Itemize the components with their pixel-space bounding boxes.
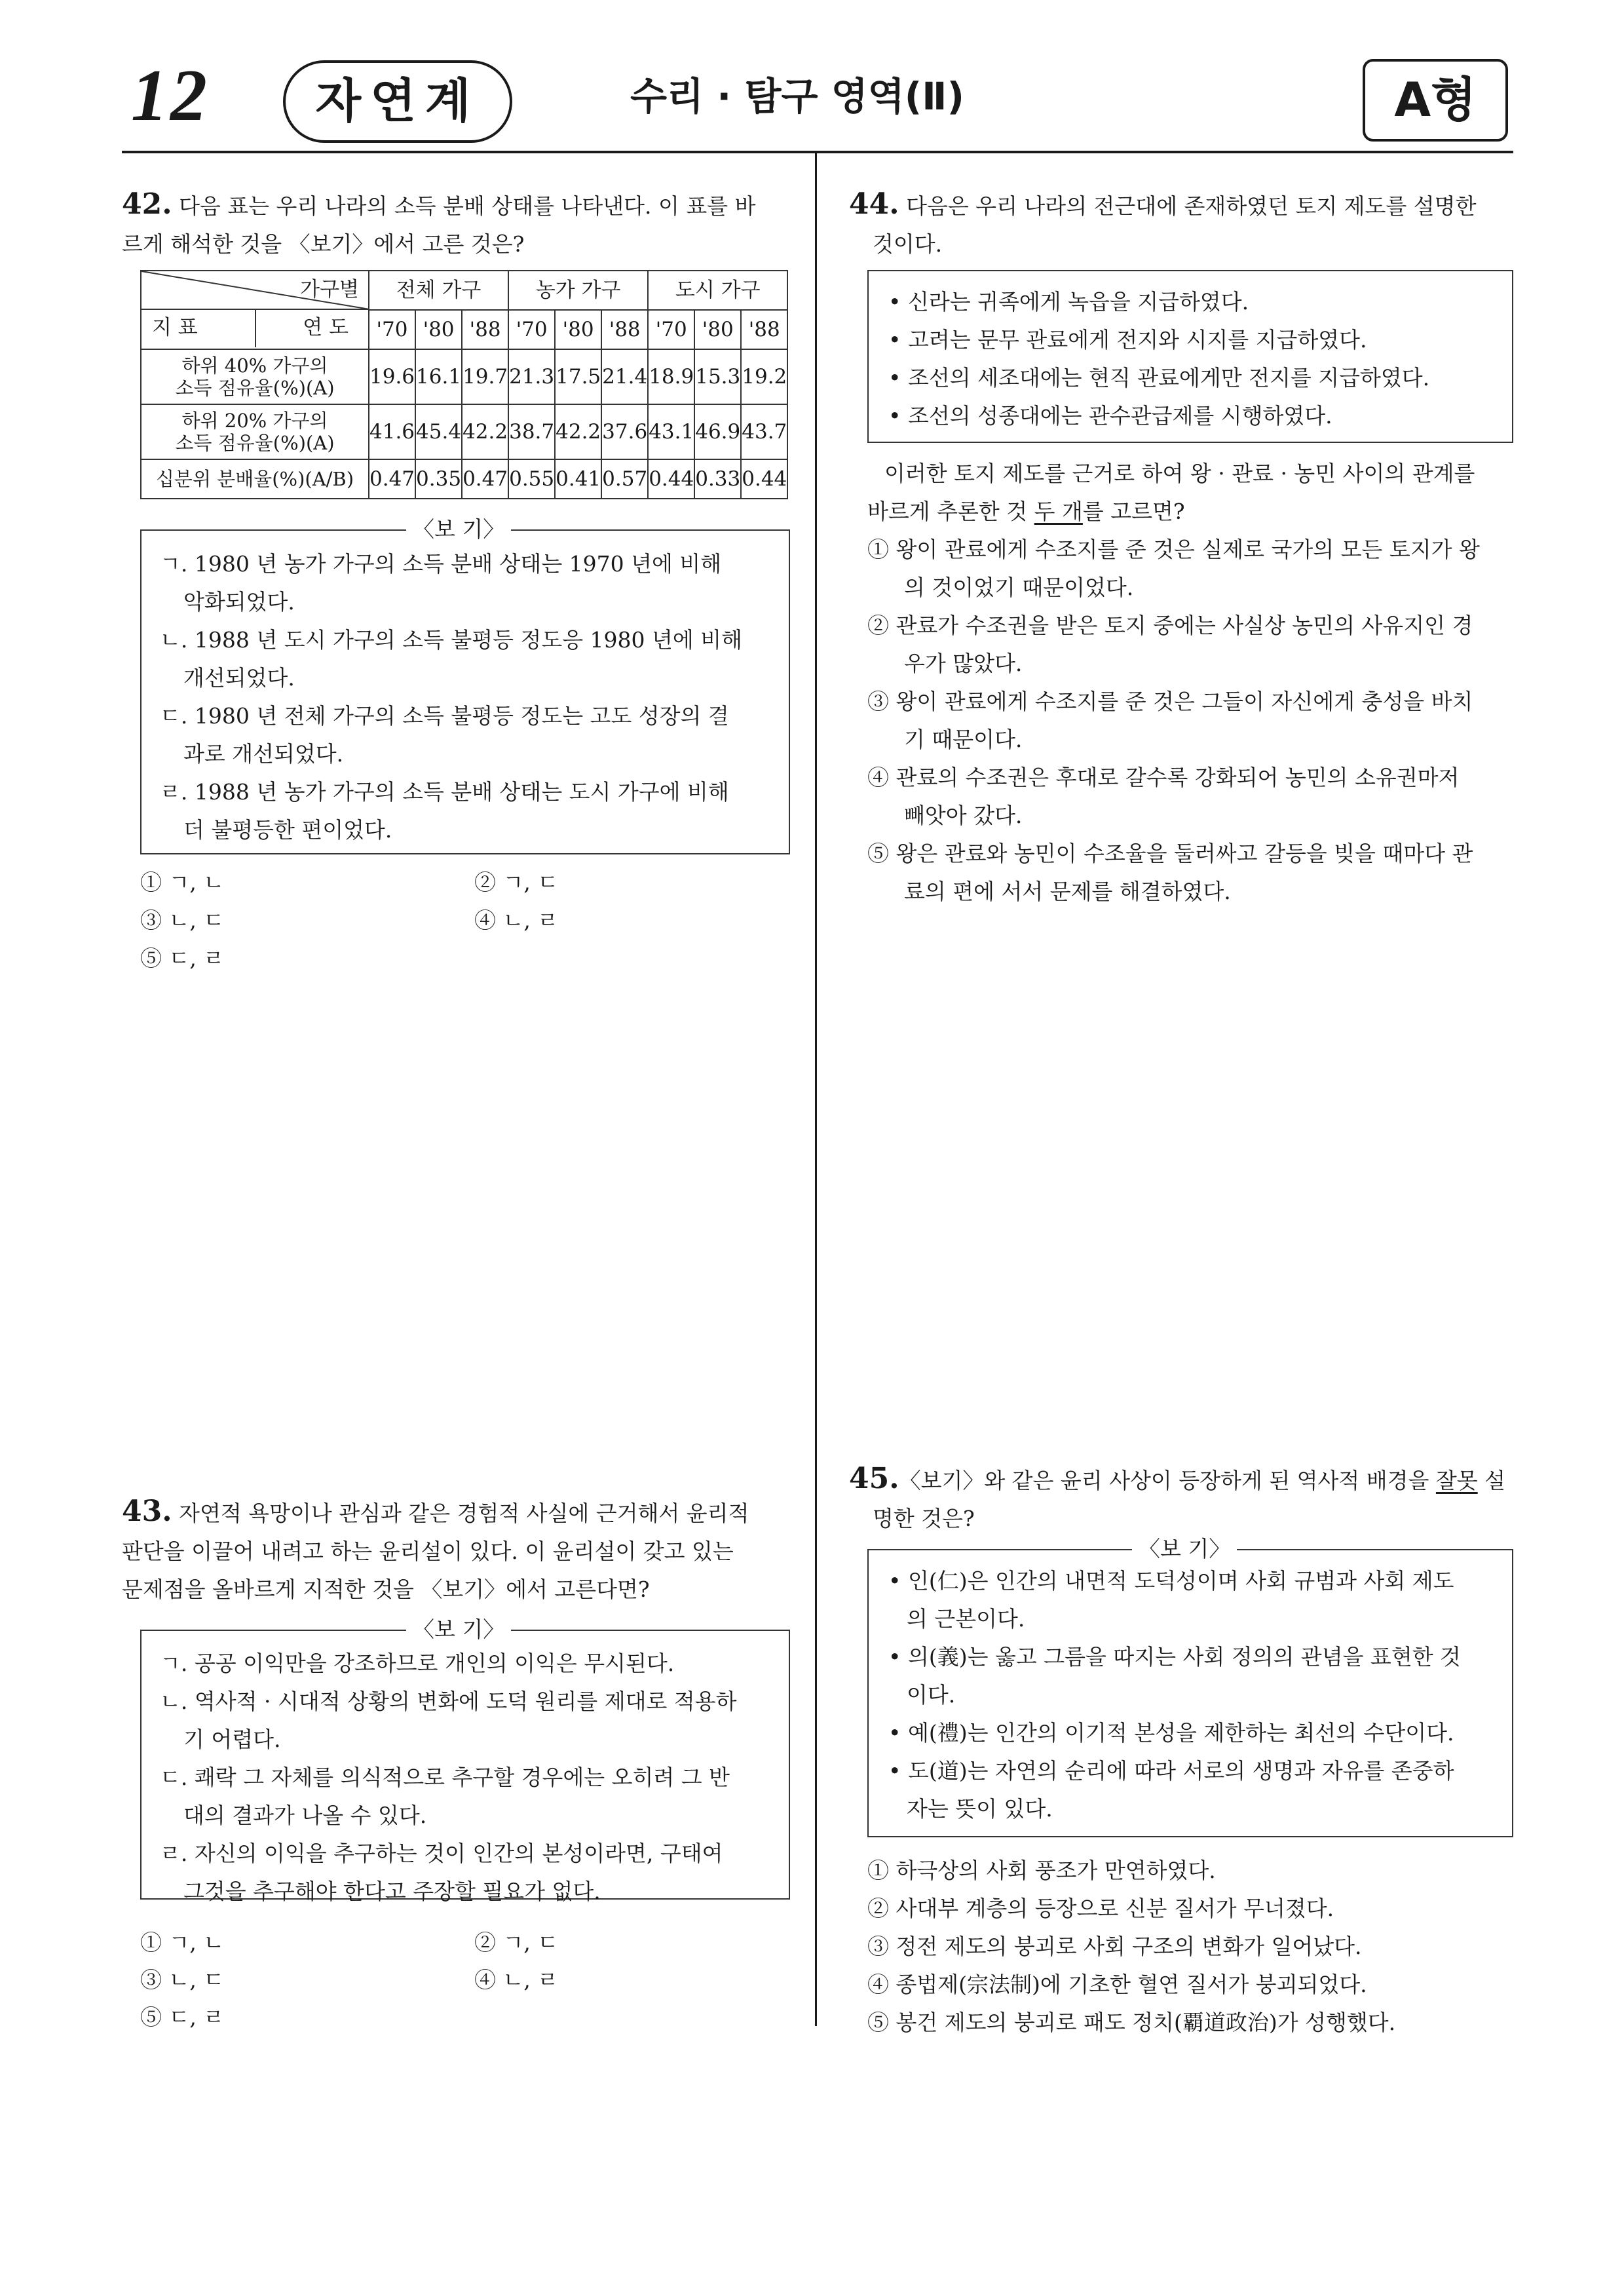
choice-1[interactable]: ① 하극상의 사회 풍조가 만연하였다. — [867, 1858, 1216, 1883]
table-cell: 42.2 — [462, 404, 508, 459]
choice-4[interactable]: ④ ㄴ, ㄹ — [474, 908, 559, 933]
row-label: 하위 20% 가구의 소득 점유율(%)(A) — [141, 404, 369, 459]
choice-2[interactable]: ② ㄱ, ㄷ — [474, 870, 559, 895]
question-43: 43. 자연적 욕망이나 관심과 같은 경험적 사실에 근거해서 윤리적 판단을 이끌어 내려고 하는 윤리설이 있다. 이 윤리설이 갖고 있는 문제점을 올바르게 지적한 것을 〈보기〉에서 고른다면? — [122, 1495, 749, 1602]
box-item: • 조선의 성종대에는 관수관급제를 시행하였다. — [888, 403, 1332, 429]
bogi-item: • 인(仁)은 인간의 내면적 도덕성이며 사회 규범과 사회 제도 — [888, 1568, 1454, 1594]
bogi-item: • 의(義)는 옳고 그름을 따지는 사회 정의의 관념을 표현한 것 — [888, 1644, 1461, 1670]
table-row — [141, 349, 787, 404]
table-corner-cell — [141, 271, 369, 349]
choice-5[interactable]: ⑤ 봉건 제도의 붕괴로 패도 정치(覇道政治)가 성행했다. — [867, 2010, 1396, 2035]
table-cell: 43.7 — [741, 404, 787, 459]
bogi-items: ㄱ. 공공 이익만을 강조하므로 개인의 이익은 무시된다. ㄴ. 역사적 · 시대적 상황의 변화에 도덕 원리를 제대로 적용하 기 어렵다. ㄷ. 쾌락 그 자체를 의식적으로 추구할 경우에는 오히려 그 반 대의 결과가 나올 수 있다. ㄹ. 자신의 이익을 추구하는 것이 인간의 본성이라면, 구태여 그것을 추구해야 한다고 주장할 필요가 없다. — [160, 1645, 782, 1911]
table-cell: 41.6 — [369, 404, 415, 459]
choice-5[interactable]: ⑤ 왕은 관료와 농민이 수조율을 둘러싸고 갈등을 빚을 때마다 관 료의 편에 서서 문제를 해결하였다. — [867, 841, 1473, 904]
choice-3[interactable]: ③ 정전 제도의 붕괴로 사회 구조의 변화가 일어났다. — [867, 1934, 1362, 1959]
bogi-item: ㄷ. 쾌락 그 자체를 의식적으로 추구할 경우에는 오히려 그 반 — [160, 1765, 730, 1790]
year-header: '88 — [462, 310, 508, 349]
year-header: '80 — [694, 310, 741, 349]
subject-title: 수리 · 탐구 영역(Ⅱ) — [630, 74, 964, 119]
choice-1[interactable]: ① ㄱ, ㄴ — [140, 870, 225, 895]
table-cell: 0.33 — [694, 459, 741, 499]
table-cell: 21.4 — [601, 349, 648, 404]
choice-1[interactable]: ① 왕이 관료에게 수조지를 준 것은 실제로 국가의 모든 토지가 왕 의 것이었기 때문이었다. — [867, 537, 1480, 600]
bogi-item: ㄷ. 1980 년 전체 가구의 소득 불평등 정도는 고도 성장의 결 — [160, 703, 729, 729]
table-cell: 46.9 — [694, 404, 741, 459]
choice-2[interactable]: ② ㄱ, ㄷ — [474, 1930, 559, 1955]
table-cell: 0.44 — [648, 459, 694, 499]
bogi-items: ㄱ. 1980 년 농가 가구의 소득 분배 상태는 1970 년에 비해 악화되었다. ㄴ. 1988 년 도시 가구의 소득 불평등 정도응 1980 년에 비해 개선되었다. ㄷ. 1980 년 전체 가구의 소득 불평등 정도는 고도 성장의 결 과로 개선되었다. ㄹ. 1988 년 농가 가구의 소득 분배 상태는 도시 가구에 비해 더 불평등한 편이었다. — [160, 545, 782, 849]
choice-3[interactable]: ③ 왕이 관료에게 수조지를 준 것은 그들이 자신에게 충성을 바치 기 때문이다. — [867, 689, 1473, 752]
group-header: 농가 가구 — [508, 271, 648, 310]
table-cell: 17.5 — [555, 349, 601, 404]
table-cell: 0.44 — [741, 459, 787, 499]
column-divider — [815, 151, 817, 2026]
box-item: • 고려는 문무 관료에게 전지와 시지를 지급하였다. — [888, 327, 1367, 353]
year-header: '80 — [555, 310, 601, 349]
table-cell: 19.2 — [741, 349, 787, 404]
table-cell: 38.7 — [508, 404, 555, 459]
group-header: 도시 가구 — [648, 271, 787, 310]
table-cell: 19.7 — [462, 349, 508, 404]
bogi-item: ㄹ. 1988 년 농가 가구의 소득 분배 상태는 도시 가구에 비해 — [160, 779, 729, 805]
bogi-item: ㄴ. 역사적 · 시대적 상황의 변화에 도덕 원리를 제대로 적용하 — [160, 1689, 737, 1714]
row-label: 십분위 분배율(%)(A/B) — [141, 459, 369, 499]
income-distribution-table — [140, 270, 788, 499]
table-cell: 19.6 — [369, 349, 415, 404]
form-type-badge: A형 — [1363, 59, 1508, 142]
row-label: 하위 40% 가구의 소득 점유율(%)(A) — [141, 349, 369, 404]
bogi-item: ㄱ. 1980 년 농가 가구의 소득 분배 상태는 1970 년에 비해 — [160, 551, 722, 577]
year-header: '88 — [601, 310, 648, 349]
underlined-emphasis: 두 개 — [1034, 499, 1083, 524]
table-cell: 0.41 — [555, 459, 601, 499]
bogi-title: 〈보 기〉 — [406, 1617, 511, 1643]
page-number: 12 — [131, 55, 210, 136]
table-cell: 0.47 — [369, 459, 415, 499]
choice-5[interactable]: ⑤ ㄷ, ㄹ — [140, 2004, 225, 2030]
year-header: '70 — [508, 310, 555, 349]
choice-1[interactable]: ① ㄱ, ㄴ — [140, 1930, 225, 1955]
table-row — [141, 404, 787, 459]
table-cell: 21.3 — [508, 349, 555, 404]
bogi-item: ㄱ. 공공 이익만을 강조하므로 개인의 이익은 무시된다. — [160, 1651, 675, 1676]
table-cell: 15.3 — [694, 349, 741, 404]
underlined-emphasis: 잘못 — [1435, 1468, 1478, 1493]
table-cell: 0.47 — [462, 459, 508, 499]
land-system-items — [888, 283, 1504, 435]
bogi-title: 〈보 기〉 — [406, 516, 511, 543]
corner-indicator-label: 지 표 — [152, 316, 198, 339]
choice-4[interactable]: ④ ㄴ, ㄹ — [474, 1967, 559, 1993]
box-item: • 조선의 세조대에는 현직 관료에게만 전지를 지급하였다. — [888, 365, 1430, 391]
table-cell: 45.4 — [415, 404, 462, 459]
table-row — [141, 459, 787, 499]
question-stem-line: 다음 표는 우리 나라의 소득 분배 상태를 나타낸다. 이 표를 바 — [179, 193, 756, 219]
choice-4[interactable]: ④ 관료의 수조권은 후대로 갈수록 강화되어 농민의 소유권마저 빼앗아 갔다. — [867, 765, 1460, 828]
bogi-item: • 예(禮)는 인간의 이기적 본성을 제한하는 최선의 수단이다. — [888, 1720, 1454, 1746]
question-number: 42. — [122, 187, 172, 221]
corner-household-label: 가구별 — [300, 278, 359, 301]
question-stem-line: 르게 해석한 것을 〈보기〉에서 고른 것은? — [122, 231, 525, 257]
header-divider — [122, 151, 1513, 153]
question-45-choices — [867, 1852, 1516, 2042]
choice-2[interactable]: ② 관료가 수조권을 받은 토지 중에는 사실상 농민의 사유지인 경 우가 많았다. — [867, 613, 1473, 676]
bogi-item: • 도(道)는 자연의 순리에 따라 서로의 생명과 자유를 존중하 — [888, 1758, 1454, 1784]
choice-3[interactable]: ③ ㄴ, ㄷ — [140, 1967, 225, 1993]
question-44: 44. 다음은 우리 나라의 전근대에 존재하였던 토지 제도를 설명한 것이다. — [849, 187, 1477, 257]
table-cell: 18.9 — [648, 349, 694, 404]
question-number: 43. — [122, 1495, 172, 1528]
track-badge: 자연계 — [283, 60, 512, 143]
table-cell: 0.57 — [601, 459, 648, 499]
question-42 — [122, 185, 790, 263]
bogi-item: ㄹ. 자신의 이익을 추구하는 것이 인간의 본성이라면, 구태여 — [160, 1841, 723, 1866]
bogi-items: • 인(仁)은 인간의 내면적 도덕성이며 사회 규범과 사회 제도 의 근본이다. • 의(義)는 옳고 그름을 따지는 사회 정의의 관념을 표현한 것 이다. • 예(禮)는 인간의 이기적 본성을 제한하는 최선의 수단이다. • 도(道)는 자연의 순리에 따라 서로의 생명과 자유를 존중하 자는 뜻이 있다. — [888, 1562, 1511, 1828]
year-header: '70 — [648, 310, 694, 349]
table-cell: 0.35 — [415, 459, 462, 499]
corner-year-label: 연 도 — [303, 316, 349, 339]
question-45: 45.〈보기〉와 같은 윤리 사상이 등장하게 된 역사적 배경을 잘못 설 명한 것은? — [849, 1462, 1506, 1531]
table-cell: 42.2 — [555, 404, 601, 459]
choice-4[interactable]: ④ 종법제(宗法制)에 기초한 혈연 질서가 붕괴되었다. — [867, 1972, 1367, 1997]
box-item: • 신라는 귀족에게 녹읍을 지급하였다. — [888, 289, 1249, 315]
table-cell: 0.55 — [508, 459, 555, 499]
table-cell: 16.1 — [415, 349, 462, 404]
bogi-title: 〈보 기〉 — [1132, 1536, 1237, 1562]
choice-2[interactable]: ② 사대부 계층의 등장으로 신분 질서가 무너졌다. — [867, 1896, 1334, 1921]
year-header: '88 — [741, 310, 787, 349]
question-number: 45. — [849, 1462, 899, 1495]
table-cell: 37.6 — [601, 404, 648, 459]
year-header: '80 — [415, 310, 462, 349]
question-44-prompt: 이러한 토지 제도를 근거로 하여 왕 · 관료 · 농민 사이의 관계를 바르게 추론한 것 두 개를 고르면? — [867, 461, 1475, 524]
choice-5[interactable]: ⑤ ㄷ, ㄹ — [140, 946, 225, 971]
table-cell: 43.1 — [648, 404, 694, 459]
bogi-item: ㄴ. 1988 년 도시 가구의 소득 불평등 정도응 1980 년에 비해 — [160, 627, 743, 653]
question-44-choices — [867, 531, 1516, 911]
choice-3[interactable]: ③ ㄴ, ㄷ — [140, 908, 225, 933]
year-header: '70 — [369, 310, 415, 349]
group-header: 전체 가구 — [369, 271, 508, 310]
question-number: 44. — [849, 187, 899, 221]
